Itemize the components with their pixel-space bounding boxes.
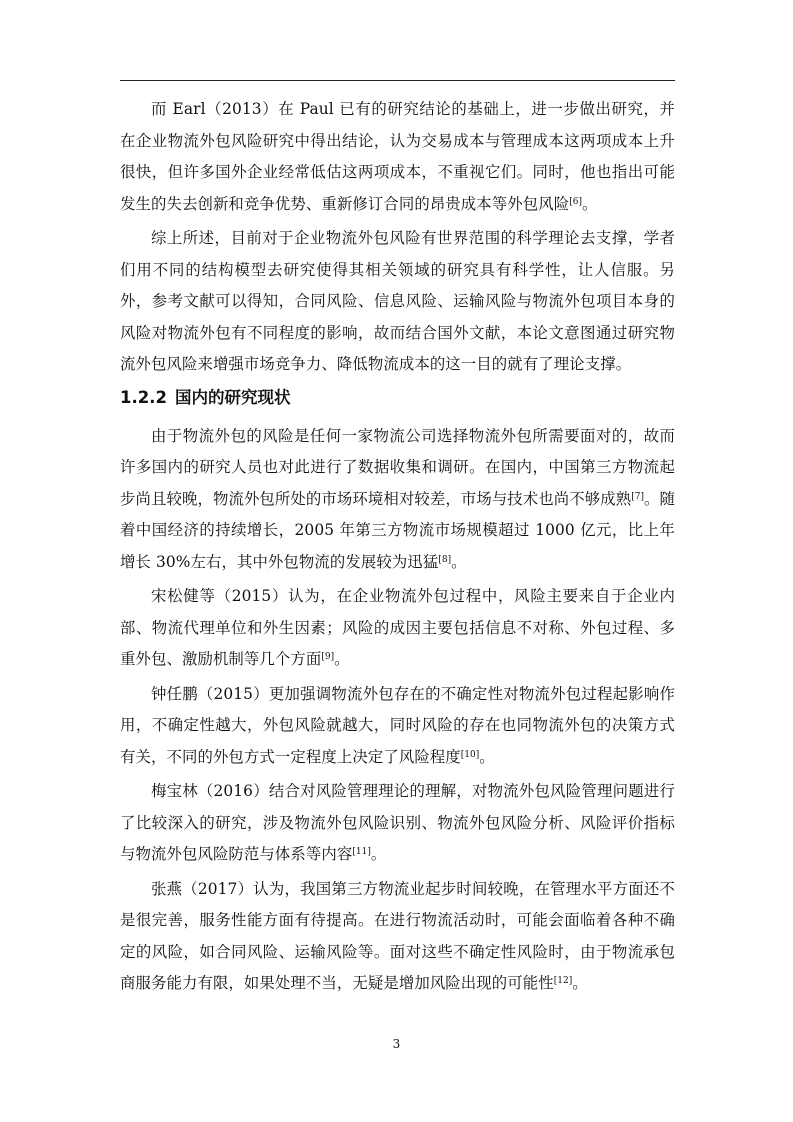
header-rule bbox=[120, 80, 675, 81]
paragraph-end: 。 bbox=[479, 747, 495, 766]
paragraph-text: 钟任鹏（2015）更加强调物流外包存在的不确定性对物流外包过程起影响作用，不确定性越大，外包风险就越大，同时风险的存在也同物流外包的决策方式有关，不同的外包方式一定程度上决定了风险程度 bbox=[120, 684, 675, 766]
paragraph-text: 而 Earl（2013）在 Paul 已有的研究结论的基础上，进一步做出研究，并在企业物流外包风险研究中得出结论，认为交易成本与管理成本这两项成本上升很快，但许多国外企业经常低估这两项成本，不重视它们。同时，他也指出可能发生的失去创新和竞争优势、重新修订合同的昂贵成本等外包风险 bbox=[120, 100, 675, 213]
paragraph-text: 宋松健等（2015）认为，在企业物流外包过程中，风险主要来自于企业内部、物流代理单位和外生因素；风险的成因主要包括信息不对称、外包过程、多重外包、激励机制等几个方面 bbox=[120, 587, 675, 668]
page-body bbox=[120, 94, 675, 1003]
citation-ref[interactable]: [9] bbox=[321, 652, 335, 662]
paragraph-zhang bbox=[120, 874, 675, 1000]
paragraph-text: 张燕（2017）认为，我国第三方物流业起步时间较晚，在管理水平方面还不是很完善，服务性能方面有待提高。在进行物流活动时，可能会面临着各种不确定的风险，如合同风险、运输风险等。面对这些不确定性风险时，由于物流承包商服务能力有限，如果处理不当，无疑是增加风险出现的可能性 bbox=[120, 879, 675, 992]
paragraph-text: 梅宝林（2016）结合对风险管理理论的理解，对物流外包风险管理问题进行了比较深入的研究，涉及物流外包风险识别、物流外包风险分析、风险评价指标与物流外包风险防范与体系等内容 bbox=[120, 782, 675, 863]
section-title: 国内的研究现状 bbox=[174, 387, 291, 407]
paragraph-domestic-intro bbox=[120, 421, 675, 579]
citation-ref[interactable]: [11] bbox=[352, 847, 371, 857]
paragraph-end: 。 bbox=[572, 974, 588, 992]
citation-ref[interactable]: [8] bbox=[438, 554, 452, 565]
citation-ref[interactable]: [7] bbox=[631, 491, 644, 502]
citation-ref[interactable]: [10] bbox=[460, 749, 480, 760]
paragraph-summary bbox=[120, 223, 675, 381]
section-number: 1.2.2 bbox=[120, 387, 167, 407]
paragraph-mei bbox=[120, 776, 675, 871]
paragraph-text: 综上所述，目前对于企业物流外包风险有世界范围的科学理论去支撑，学者们用不同的结构模型去研究使得其相关领域的研究具有科学性，让人信服。另外，参考文献可以得知，合同风险、信息风险、运输风险与物流外包项目本身的风险对物流外包有不同程度的影响，故而结合国外文献，本论文意图通过研究物流外包风险来增强市场竞争力、降低物流成本的这一目的就有了理论支撑。 bbox=[120, 229, 675, 373]
paragraph-end: 。 bbox=[370, 845, 387, 863]
paragraph-end: 。 bbox=[334, 650, 350, 668]
paragraph-end: 。 bbox=[451, 552, 467, 571]
paragraph-earl bbox=[120, 94, 675, 220]
paragraph-song bbox=[120, 581, 675, 676]
page-number: 3 bbox=[392, 1037, 401, 1051]
paragraph-text: 。随着中国经济的持续增长，2005 年第三方物流市场规模超过 1000 亿元，比上年增长 30%左右，其中外包物流的发展较为迅猛 bbox=[120, 489, 675, 571]
paragraph-end: 。 bbox=[581, 194, 598, 213]
section-heading bbox=[120, 385, 675, 411]
paragraph-text: 由于物流外包的风险是任何一家物流公司选择物流外包所需要面对的，故而许多国内的研究人员也对此进行了数据收集和调研。在国内，中国第三方物流起步尚且较晚，物流外包所处的市场环境相对较差，市场与技术也尚不够成熟 bbox=[120, 426, 675, 508]
citation-ref[interactable]: [12] bbox=[553, 976, 573, 986]
citation-ref[interactable]: [6] bbox=[569, 196, 582, 207]
paragraph-zhong bbox=[120, 679, 675, 774]
